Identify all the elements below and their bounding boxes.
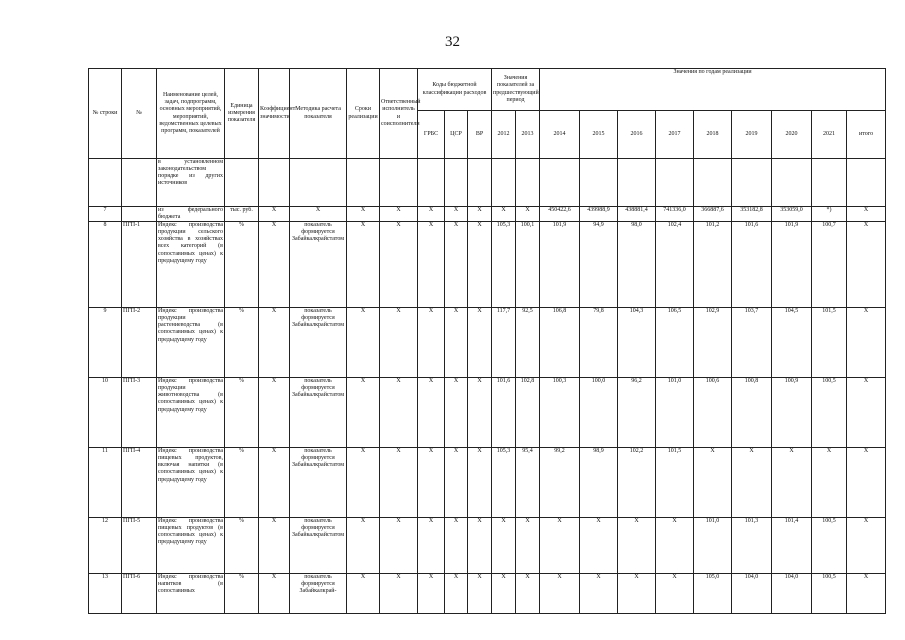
value-2021-cell: *) bbox=[812, 207, 847, 222]
coefficient-cell: X bbox=[259, 207, 290, 222]
value-2013-cell: 102,8 bbox=[516, 378, 540, 448]
indicator-code-cell: ПГП-4 bbox=[122, 448, 157, 518]
value-2021-cell: 100,7 bbox=[812, 222, 847, 308]
value-2017-cell: X bbox=[656, 574, 694, 614]
code-csr-cell: X bbox=[445, 222, 468, 308]
value-2015-cell: 94,9 bbox=[580, 222, 618, 308]
value-2019-cell: 101,6 bbox=[732, 222, 772, 308]
coefficient-cell: X bbox=[259, 448, 290, 518]
coefficient-cell: X bbox=[259, 518, 290, 574]
value-2012-cell: X bbox=[492, 518, 516, 574]
header-year-2017: 2017 bbox=[656, 111, 694, 159]
code-csr-cell: X bbox=[445, 574, 468, 614]
value-2020-cell: 104,0 bbox=[772, 574, 812, 614]
value-2020-cell: X bbox=[772, 448, 812, 518]
value-2015-cell: 439988,9 bbox=[580, 207, 618, 222]
code-grbs-cell: X bbox=[418, 222, 445, 308]
value--cell: X bbox=[847, 378, 886, 448]
value--cell bbox=[847, 159, 886, 207]
value-2012-cell: X bbox=[492, 207, 516, 222]
responsible-cell: X bbox=[380, 222, 418, 308]
coefficient-cell: X bbox=[259, 378, 290, 448]
value-2017-cell: 102,4 bbox=[656, 222, 694, 308]
responsible-cell: X bbox=[380, 448, 418, 518]
value-2014-cell: 99,2 bbox=[540, 448, 580, 518]
value-2012-cell: 101,6 bbox=[492, 378, 516, 448]
method-cell: показатель формируется Забайкалкрайстатом bbox=[290, 378, 347, 448]
value-2020-cell bbox=[772, 159, 812, 207]
value-2012-cell: X bbox=[492, 574, 516, 614]
value-2019-cell: 101,3 bbox=[732, 518, 772, 574]
code-vr-cell: X bbox=[468, 378, 492, 448]
row-number-cell bbox=[89, 159, 122, 207]
indicator-name-cell: Индекс производства пищевых продуктов, включая напитки (в сопоставимых ценах) к предыдущему году bbox=[157, 448, 225, 518]
value--cell: X bbox=[847, 574, 886, 614]
code-vr-cell: X bbox=[468, 222, 492, 308]
code-csr-cell: X bbox=[445, 518, 468, 574]
code-vr-cell: X bbox=[468, 574, 492, 614]
table-row bbox=[89, 308, 886, 378]
row-number-cell: 11 bbox=[89, 448, 122, 518]
table-row bbox=[89, 222, 886, 308]
code-csr-cell: X bbox=[445, 207, 468, 222]
value-2020-cell: 353059,0 bbox=[772, 207, 812, 222]
row-number-cell: 9 bbox=[89, 308, 122, 378]
value-2016-cell: 98,0 bbox=[618, 222, 656, 308]
row-number-cell: 7 bbox=[89, 207, 122, 222]
value-2018-cell: 366887,6 bbox=[694, 207, 732, 222]
header-row-no: № строки bbox=[89, 69, 122, 159]
page-number: 32 bbox=[445, 34, 460, 50]
header-name: Наименование целей, задач, подпрограмм, основных мероприятий, мероприятий, ведомственных целевых программ, показателей bbox=[157, 69, 225, 159]
table-body bbox=[89, 159, 886, 614]
indicator-name-cell: Индекс производства пищевых продуктов (в сопоставимых ценах) к предыдущему году bbox=[157, 518, 225, 574]
indicator-code-cell: ПГП-6 bbox=[122, 574, 157, 614]
indicator-code-cell: ПГП-1 bbox=[122, 222, 157, 308]
value-2017-cell: 101,5 bbox=[656, 448, 694, 518]
value-2016-cell: 96,2 bbox=[618, 378, 656, 448]
responsible-cell: X bbox=[380, 518, 418, 574]
value-2020-cell: 101,4 bbox=[772, 518, 812, 574]
header-no: № bbox=[122, 69, 157, 159]
header-budget-codes: Коды бюджетной классификации расходов bbox=[418, 69, 492, 111]
code-csr-cell: X bbox=[445, 448, 468, 518]
value-2018-cell bbox=[694, 159, 732, 207]
header-year-2020: 2020 bbox=[772, 111, 812, 159]
term-cell: X bbox=[347, 222, 380, 308]
method-cell bbox=[290, 159, 347, 207]
method-cell: показатель формируется Забайкалкрайстатом bbox=[290, 448, 347, 518]
value--cell: X bbox=[847, 207, 886, 222]
code-grbs-cell: X bbox=[418, 378, 445, 448]
code-grbs-cell: X bbox=[418, 207, 445, 222]
value-2020-cell: 101,9 bbox=[772, 222, 812, 308]
header-year-2021: 2021 bbox=[812, 111, 847, 159]
indicator-code-cell: ПГП-2 bbox=[122, 308, 157, 378]
unit-cell bbox=[225, 159, 259, 207]
row-number-cell: 8 bbox=[89, 222, 122, 308]
value-2016-cell bbox=[618, 159, 656, 207]
value-2018-cell: X bbox=[694, 448, 732, 518]
table-row bbox=[89, 159, 886, 207]
value-2015-cell: X bbox=[580, 574, 618, 614]
value-2014-cell: 106,8 bbox=[540, 308, 580, 378]
term-cell bbox=[347, 159, 380, 207]
term-cell: X bbox=[347, 518, 380, 574]
value-2016-cell: X bbox=[618, 518, 656, 574]
unit-cell: % bbox=[225, 308, 259, 378]
indicator-code-cell bbox=[122, 159, 157, 207]
code-grbs-cell: X bbox=[418, 574, 445, 614]
row-number-cell: 12 bbox=[89, 518, 122, 574]
method-cell: X bbox=[290, 207, 347, 222]
value-2018-cell: 105,0 bbox=[694, 574, 732, 614]
value-2015-cell: 79,8 bbox=[580, 308, 618, 378]
value-2013-cell: 95,4 bbox=[516, 448, 540, 518]
term-cell: X bbox=[347, 378, 380, 448]
code-vr-cell bbox=[468, 159, 492, 207]
value-2016-cell: X bbox=[618, 574, 656, 614]
term-cell: X bbox=[347, 207, 380, 222]
value-2019-cell: 353182,8 bbox=[732, 207, 772, 222]
value-2021-cell bbox=[812, 159, 847, 207]
value-2015-cell: 98,9 bbox=[580, 448, 618, 518]
value-2015-cell bbox=[580, 159, 618, 207]
indicator-name-cell: Индекс производства продукции животноводства (в сопоставимых ценах) к предыдущему году bbox=[157, 378, 225, 448]
value-2012-cell: 105,3 bbox=[492, 448, 516, 518]
method-cell: показатель формируется Забайкалкрай- bbox=[290, 574, 347, 614]
value-2014-cell: X bbox=[540, 518, 580, 574]
unit-cell: % bbox=[225, 574, 259, 614]
value-2013-cell bbox=[516, 159, 540, 207]
header-year-values: Значения по годам реализации bbox=[540, 69, 886, 111]
code-csr-cell bbox=[445, 159, 468, 207]
responsible-cell: X bbox=[380, 207, 418, 222]
header-year-2015: 2015 bbox=[580, 111, 618, 159]
header-code-vr: ВР bbox=[468, 111, 492, 159]
method-cell: показатель формируется Забайкалкрайстатом bbox=[290, 308, 347, 378]
value-2017-cell: 101,0 bbox=[656, 378, 694, 448]
row-number-cell: 13 bbox=[89, 574, 122, 614]
method-cell: показатель формируется Забайкалкрайстатом bbox=[290, 222, 347, 308]
indicator-name-cell: Индекс производства напитков (в сопоставимых bbox=[157, 574, 225, 614]
value-2021-cell: X bbox=[812, 448, 847, 518]
value-2019-cell: 103,7 bbox=[732, 308, 772, 378]
value-2021-cell: 101,5 bbox=[812, 308, 847, 378]
value-2018-cell: 102,9 bbox=[694, 308, 732, 378]
header-year-2016: 2016 bbox=[618, 111, 656, 159]
indicator-name-cell: Индекс производства продукции сельского хозяйства в хозяйствах всех категорий (в сопоставимых ценах) к предыдущему году bbox=[157, 222, 225, 308]
value-2019-cell: 104,0 bbox=[732, 574, 772, 614]
table-row bbox=[89, 207, 886, 222]
value-2016-cell: 104,3 bbox=[618, 308, 656, 378]
header-prev-values: Значения показателей за предшествующий период bbox=[492, 69, 540, 111]
value-2016-cell: 438881,4 bbox=[618, 207, 656, 222]
value-2021-cell: 100,5 bbox=[812, 518, 847, 574]
indicator-name-cell: из федерального бюджета bbox=[158, 207, 223, 221]
method-cell: показатель формируется Забайкалкрайстатом bbox=[290, 518, 347, 574]
unit-cell: % bbox=[225, 222, 259, 308]
value-2021-cell: 100,5 bbox=[812, 378, 847, 448]
term-cell: X bbox=[347, 308, 380, 378]
table-row bbox=[89, 518, 886, 574]
value--cell: X bbox=[847, 518, 886, 574]
code-grbs-cell bbox=[418, 159, 445, 207]
value-2016-cell: 102,2 bbox=[618, 448, 656, 518]
header-term: Сроки реализации bbox=[347, 69, 380, 159]
header-year-2014: 2014 bbox=[540, 111, 580, 159]
header-method: Методика расчета показателя bbox=[290, 69, 347, 159]
value-2021-cell: 100,5 bbox=[812, 574, 847, 614]
header-total: итого bbox=[847, 111, 886, 159]
coefficient-cell: X bbox=[259, 222, 290, 308]
header-unit: Единица измерения показателя bbox=[225, 69, 259, 159]
value-2018-cell: 100,6 bbox=[694, 378, 732, 448]
value-2012-cell: 117,7 bbox=[492, 308, 516, 378]
term-cell: X bbox=[347, 574, 380, 614]
code-grbs-cell: X bbox=[418, 448, 445, 518]
indicator-name-cell: в установленном законодательством порядке из других источников bbox=[157, 159, 225, 207]
value-2015-cell: X bbox=[580, 518, 618, 574]
table-row bbox=[89, 448, 886, 518]
indicator-table bbox=[88, 68, 886, 614]
coefficient-cell: X bbox=[259, 308, 290, 378]
value-2017-cell: X bbox=[656, 518, 694, 574]
code-vr-cell: X bbox=[468, 207, 492, 222]
unit-cell: % bbox=[225, 518, 259, 574]
table-row bbox=[89, 574, 886, 614]
value-2017-cell bbox=[656, 159, 694, 207]
header-coef: Коэффициент значимости bbox=[259, 69, 290, 159]
header-resp: Ответственный исполнитель и соисполнители bbox=[380, 69, 418, 159]
value-2019-cell: 100,8 bbox=[732, 378, 772, 448]
value-2019-cell bbox=[732, 159, 772, 207]
header-year-2012: 2012 bbox=[492, 111, 516, 159]
responsible-cell bbox=[380, 159, 418, 207]
header-year-2013: 2013 bbox=[516, 111, 540, 159]
value--cell: X bbox=[847, 308, 886, 378]
code-csr-cell: X bbox=[445, 308, 468, 378]
unit-cell: % bbox=[225, 378, 259, 448]
term-cell: X bbox=[347, 448, 380, 518]
code-vr-cell: X bbox=[468, 308, 492, 378]
value-2014-cell: 101,9 bbox=[540, 222, 580, 308]
header-year-2018: 2018 bbox=[694, 111, 732, 159]
indicator-code-cell: ПГП-5 bbox=[122, 518, 157, 574]
value-2014-cell: 450422,6 bbox=[540, 207, 580, 222]
value-2013-cell: X bbox=[516, 574, 540, 614]
value-2019-cell: X bbox=[732, 448, 772, 518]
code-grbs-cell: X bbox=[418, 308, 445, 378]
code-vr-cell: X bbox=[468, 448, 492, 518]
row-number-cell: 10 bbox=[89, 378, 122, 448]
indicator-code-cell bbox=[122, 207, 157, 222]
code-csr-cell: X bbox=[445, 378, 468, 448]
header-code-csr: ЦСР bbox=[445, 111, 468, 159]
value-2017-cell: 741336,0 bbox=[656, 207, 694, 222]
header-code-grbs: ГРБС bbox=[418, 111, 445, 159]
value-2013-cell: 100,1 bbox=[516, 222, 540, 308]
coefficient-cell: X bbox=[259, 574, 290, 614]
code-vr-cell: X bbox=[468, 518, 492, 574]
responsible-cell: X bbox=[380, 378, 418, 448]
value-2020-cell: 100,9 bbox=[772, 378, 812, 448]
value-2017-cell: 106,5 bbox=[656, 308, 694, 378]
value-2020-cell: 104,5 bbox=[772, 308, 812, 378]
value-2014-cell bbox=[540, 159, 580, 207]
value-2014-cell: 100,3 bbox=[540, 378, 580, 448]
coefficient-cell bbox=[259, 159, 290, 207]
table-row bbox=[89, 378, 886, 448]
value-2018-cell: 101,0 bbox=[694, 518, 732, 574]
unit-cell: тыс. руб. bbox=[225, 207, 259, 222]
unit-cell: % bbox=[225, 448, 259, 518]
code-grbs-cell: X bbox=[418, 518, 445, 574]
value-2013-cell: X bbox=[516, 207, 540, 222]
value-2013-cell: 92,5 bbox=[516, 308, 540, 378]
value-2012-cell bbox=[492, 159, 516, 207]
indicator-code-cell: ПГП-3 bbox=[122, 378, 157, 448]
value-2013-cell: X bbox=[516, 518, 540, 574]
responsible-cell: X bbox=[380, 574, 418, 614]
value-2014-cell: X bbox=[540, 574, 580, 614]
indicator-name-cell: Индекс производства продукции растениеводства (в сопоставимых ценах) к предыдущему году bbox=[157, 308, 225, 378]
header-year-2019: 2019 bbox=[732, 111, 772, 159]
value--cell: X bbox=[847, 222, 886, 308]
value-2015-cell: 100,0 bbox=[580, 378, 618, 448]
value-2012-cell: 105,3 bbox=[492, 222, 516, 308]
value-2018-cell: 101,2 bbox=[694, 222, 732, 308]
value--cell: X bbox=[847, 448, 886, 518]
responsible-cell: X bbox=[380, 308, 418, 378]
